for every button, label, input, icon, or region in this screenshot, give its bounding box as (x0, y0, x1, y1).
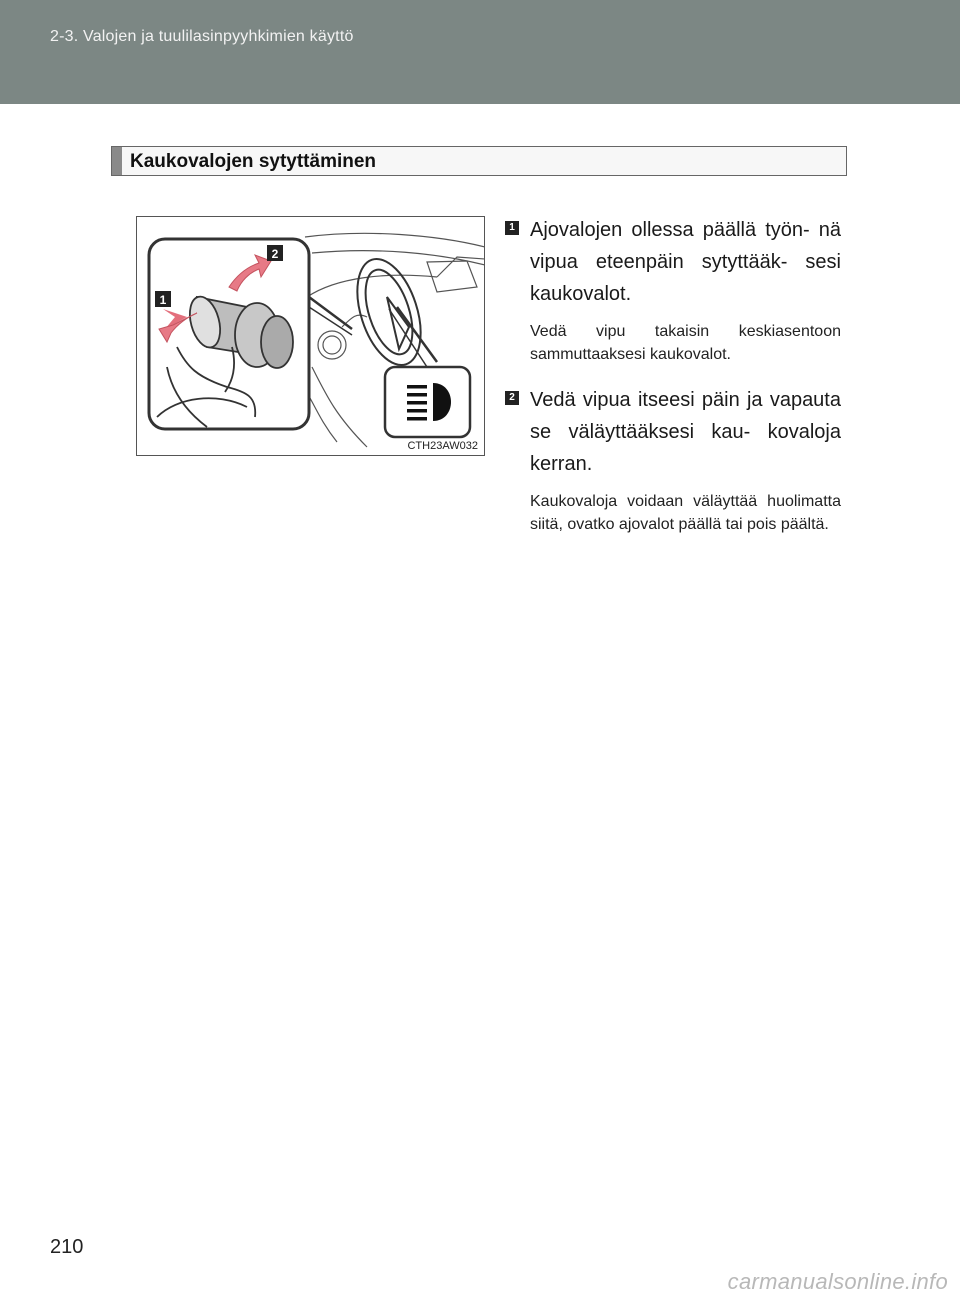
page-number: 210 (50, 1236, 84, 1258)
callout-2: 2 (271, 247, 279, 261)
page-header (0, 0, 960, 104)
section-heading-bar (111, 146, 847, 176)
step-list (505, 214, 841, 554)
section-accent (112, 147, 122, 175)
step-note: Kaukovaloja voidaan väläyttää huolimatta siitä, ovatko ajovalot päällä tai pois päältä. (530, 493, 841, 533)
chapter-title: 2-3. Valojen ja tuulilasinpyyhkimien käyttö (50, 28, 354, 45)
step-number: 2 (505, 391, 519, 405)
step-item (505, 214, 841, 366)
step-text: Ajovalojen ollessa päällä työn- nä vipua eteenpäin sytyttääk- sesi kaukovalot. (530, 219, 841, 305)
watermark: carmanualsonline.info (727, 1269, 948, 1294)
step-number: 1 (505, 221, 519, 235)
step-item (505, 384, 841, 536)
callout-1: 1 (159, 293, 167, 307)
section-title: Kaukovalojen sytyttäminen (130, 151, 377, 172)
figure-code: CTH23AW032 (407, 440, 478, 452)
step-text: Vedä vipua itseesi päin ja vapauta se väläyttääksesi kau- kovaloja kerran. (530, 389, 841, 475)
step-note: Vedä vipu takaisin keskiasentoon sammuttaaksesi kaukovalot. (530, 323, 841, 363)
lever-illustration (136, 216, 485, 456)
lever-drawing (137, 217, 485, 456)
